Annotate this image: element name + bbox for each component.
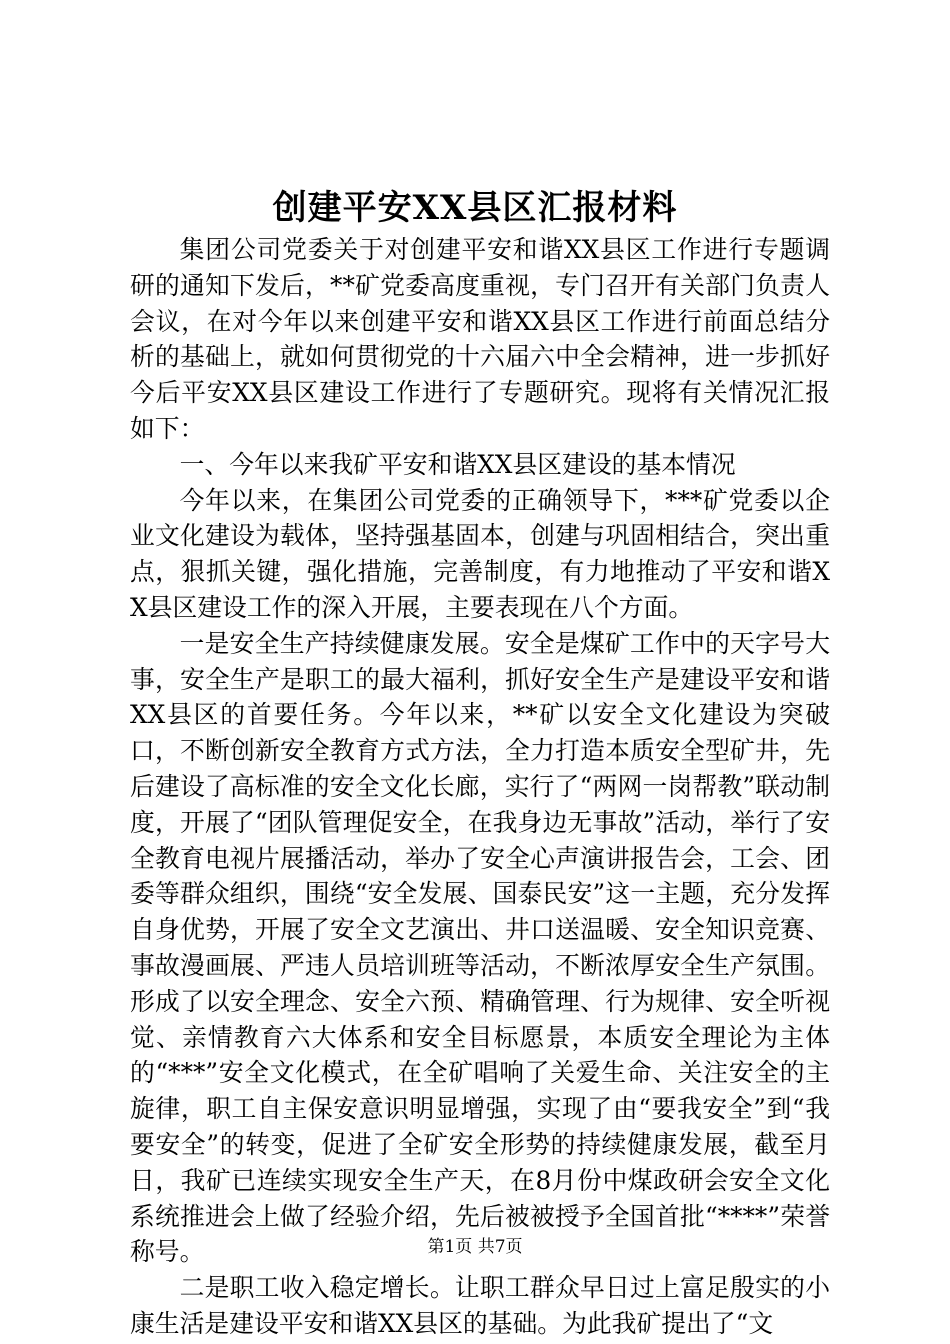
page-footer: 第1页 共7页	[427, 1237, 523, 1257]
document-body	[130, 232, 830, 1342]
document-title: 创建平安XX县区汇报材料	[272, 188, 678, 228]
paragraph-safety: 一是安全生产持续健康发展。安全是煤矿工作中的天字号大事，安全生产是职工的最大福利，抓好安全生产是建设平安和谐XX县区的首要任务。今年以来，**矿以安全文化建设为突破口，不断创新安全教育方式方法，全力打造本质安全型矿井，先后建设了高标准的安全文化长廊，实行了“两网一岗帮教”联动制度，开展了“团队管理促安全，在我身边无事故”活动，举行了安全教育电视片展播活动，举办了安全心声演讲报告会，工会、团委等群众组织，围绕“安全发展、国泰民安”这一主题，充分发挥自身优势，开展了安全文艺演出、井口送温暖、安全知识竞赛、事故漫画展、严违人员培训班等活动，不断浓厚安全生产氛围。形成了以安全理念、安全六预、精确管理、行为规律、安全听视觉、亲情教育六大体系和安全目标愿景，本质安全理论为主体的“***”安全文化模式，在全矿唱响了关爱生命、关注安全的主旋律，职工自主保安意识明显增强，实现了由“要我安全”到“我要安全”的转变，促进了全矿安全形势的持续健康发展，截至月日，我矿已连续实现安全生产天，在8月份中煤政研会安全文化系统推进会上做了经验介绍，先后被被授予全国首批“****”荣誉称号。	[130, 628, 830, 1267]
section-heading-1: 一、今年以来我矿平安和谐XX县区建设的基本情况	[179, 449, 736, 479]
paragraph-intro: 集团公司党委关于对创建平安和谐XX县区工作进行专题调研的通知下发后，**矿党委高度重视，专门召开有关部门负责人会议，在对今年以来创建平安和谐XX县区工作进行前面总结分析的基础上，就如何贯彻党的十六届六中全会精神，进一步抓好今后平安XX县区建设工作进行了专题研究。现将有关情况汇报如下：	[130, 235, 830, 443]
paragraph-overview: 今年以来，在集团公司党委的正确领导下，***矿党委以企业文化建设为载体，坚持强基固本，创建与巩固相结合，突出重点，狠抓关键，强化措施，完善制度，有力地推动了平安和谐XX县区建设工作的深入开展，主要表现在八个方面。	[130, 485, 830, 622]
paragraph-income: 二是职工收入稳定增长。让职工群众早日过上富足殷实的小康生活是建设平安和谐XX县区的基础。为此我矿提出了“文	[130, 1273, 830, 1338]
